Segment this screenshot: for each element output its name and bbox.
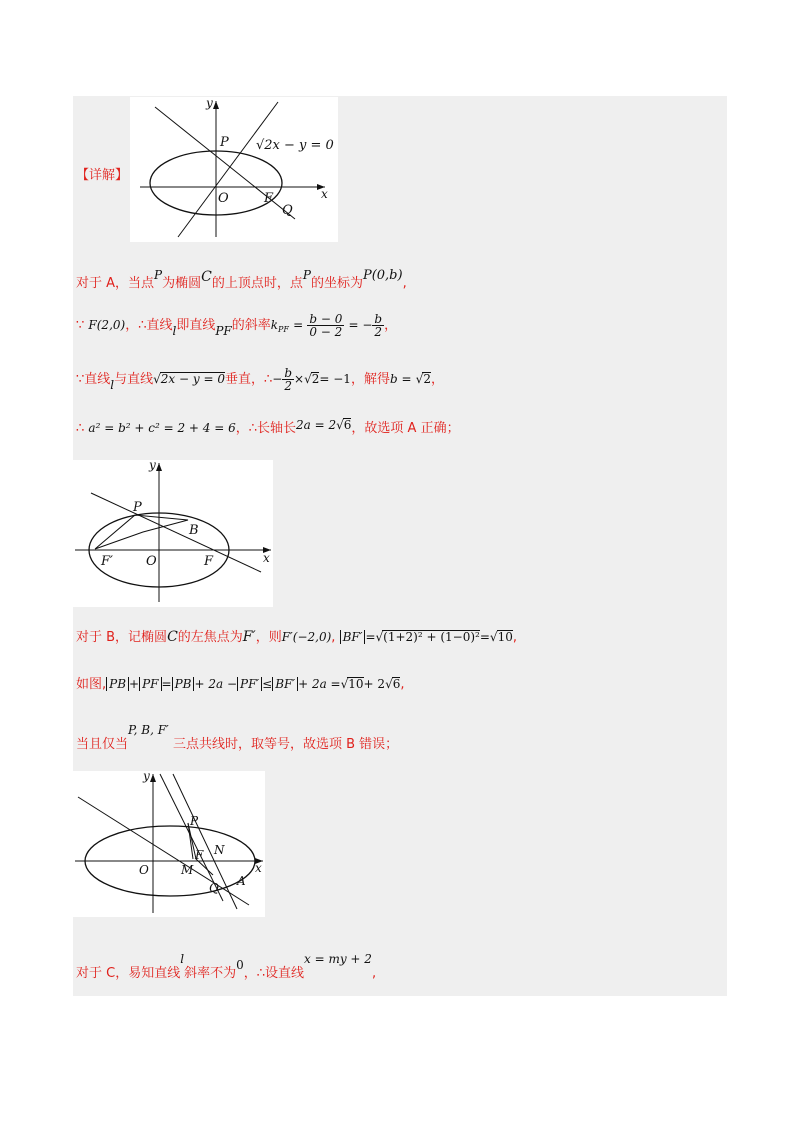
svg-text:x: x <box>321 187 328 201</box>
option-b-line3: 当且仅当P, B, F′ 三点共线时，取等号，故选项 B 错误； <box>76 723 399 752</box>
option-b-line2: 如图, PB + PF = PB + 2a − PF′ ≤ BF′ + 2a =√10+ 2√6, <box>76 677 405 692</box>
svg-text:y: y <box>143 771 150 783</box>
svg-text:P: P <box>220 135 229 150</box>
solution-heading: 【详解】 <box>76 168 129 183</box>
svg-text:M: M <box>181 863 194 877</box>
svg-text:F′: F′ <box>101 554 113 569</box>
option-a-line4: ∴ a² = b² + c² = 2 + 4 = 6，∴长轴长2a = 2√6，故选项 A 正确； <box>76 418 460 436</box>
svg-text:y: y <box>149 460 156 472</box>
svg-text:F: F <box>195 848 204 862</box>
option-c-line1: 对于 C，易知直线l斜率不为0，∴设直线x = my + 2, <box>76 952 377 981</box>
svg-text:O: O <box>139 863 149 877</box>
svg-text:y: y <box>206 97 213 110</box>
option-a-line3: ∵直线l与直线√2x − y = 0垂直，∴− $\frac{b}{2}$ ×√2= −1，解得b = √2， <box>76 366 444 393</box>
svg-text:x: x <box>263 551 270 565</box>
svg-text:√2x − y = 0: √2x − y = 0 <box>256 138 334 153</box>
figure-ellipse-focus <box>73 460 273 607</box>
svg-text:P: P <box>133 500 142 515</box>
svg-text:B: B <box>189 523 199 538</box>
svg-text:N: N <box>214 843 225 857</box>
option-a-line1: 对于 A，当点P为椭圆C的上顶点时，点P的坐标为P(0,b), <box>76 268 407 291</box>
svg-text:x: x <box>255 861 262 875</box>
svg-text:F: F <box>264 191 274 206</box>
svg-text:O: O <box>146 554 157 569</box>
figure-ellipse-chord <box>73 771 265 917</box>
option-b-line1: 对于 B，记椭圆C的左焦点为F′，则F′(−2,0), BF′ =√(1+2)² + (1−0)²=√10, <box>76 629 517 645</box>
svg-text:O: O <box>218 191 229 206</box>
svg-text:A: A <box>237 874 246 888</box>
svg-text:F: F <box>204 554 214 569</box>
svg-text:P: P <box>190 814 199 828</box>
option-a-line2: ∵ F(2,0)，∴直线l即直线PF的斜率$k_{PF}$ = $\frac{b - 0}{0 - 2}$ = − $\frac{b}{2}$ ， <box>76 312 398 339</box>
svg-text:Q: Q <box>282 203 293 218</box>
figure-ellipse-line <box>130 97 338 242</box>
svg-text:Q: Q <box>209 881 219 895</box>
